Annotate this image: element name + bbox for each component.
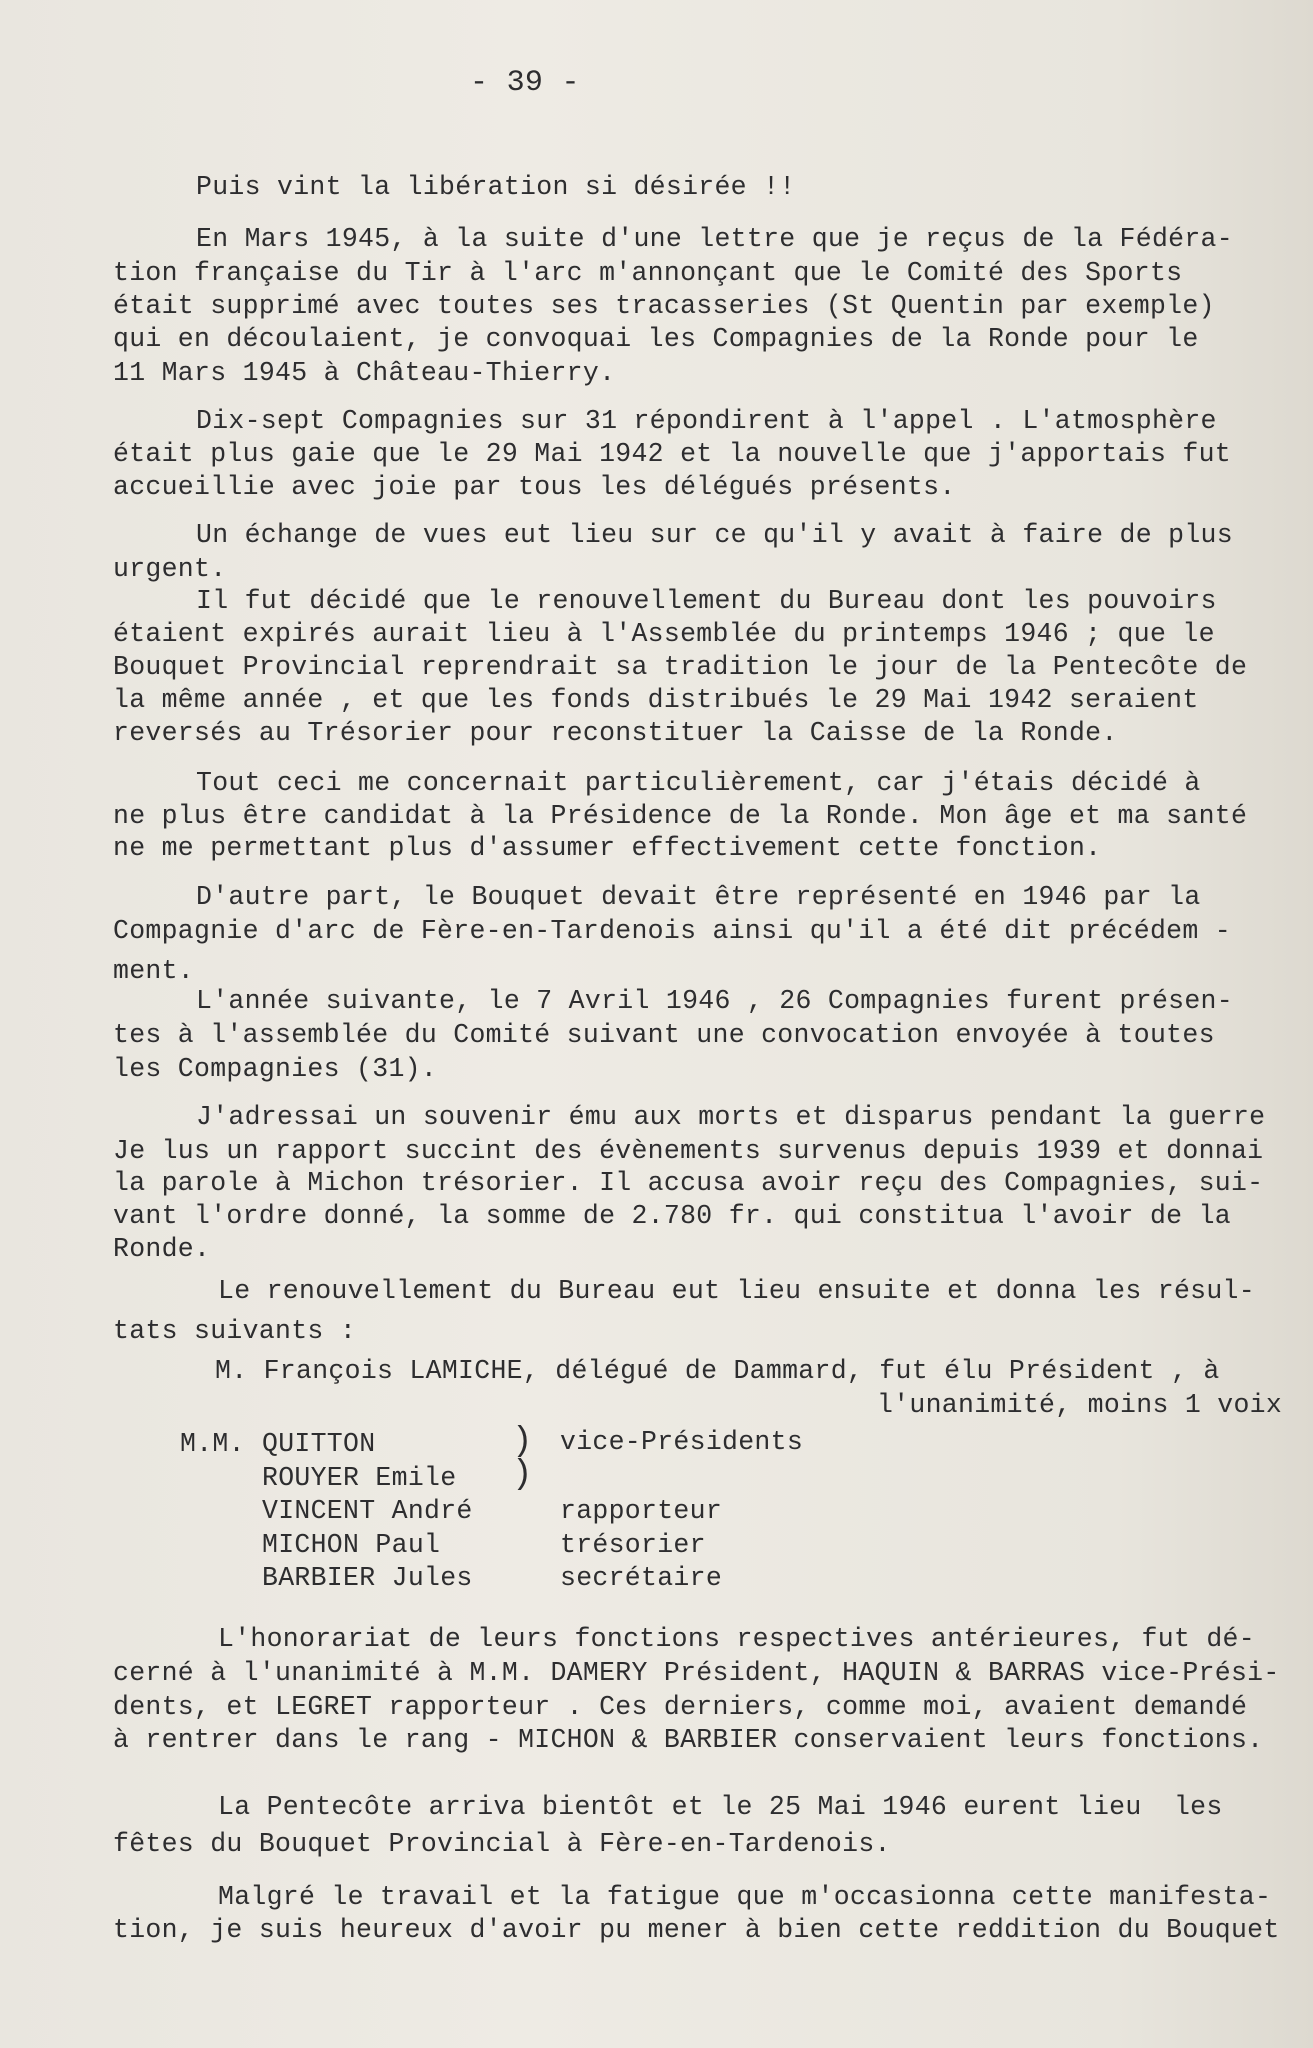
- bureau-member-name: VINCENT André: [262, 1496, 473, 1526]
- text-line: 11 Mars 1945 à Château-Thierry.: [113, 358, 616, 388]
- text-line: accueillie avec joie par tous les délégués présents.: [113, 472, 956, 502]
- text-line: tes à l'assemblée du Comité suivant une convocation envoyée à toutes: [113, 1020, 1215, 1050]
- text-line: D'autre part, le Bouquet devait être représenté en 1946 par la: [196, 882, 1201, 912]
- text-line: vant l'ordre donné, la somme de 2.780 fr. qui constitua l'avoir de la: [113, 1201, 1231, 1231]
- text-line: tats suivants :: [113, 1316, 357, 1346]
- text-line: Dix-sept Compagnies sur 31 répondirent à l'appel . L'atmosphère: [196, 406, 1217, 436]
- text-line: urgent.: [113, 554, 227, 584]
- text-line: tion, je suis heureux d'avoir pu mener à bien cette reddition du Bouquet: [113, 1915, 1280, 1945]
- text-line: En Mars 1945, à la suite d'une lettre que je reçus de la Fédéra-: [196, 224, 1233, 254]
- election-line: l'unanimité, moins 1 voix: [877, 1390, 1283, 1420]
- page-number: - 39 -: [470, 66, 580, 100]
- text-line: qui en découlaient, je convoquai les Compagnies de la Ronde pour le: [113, 324, 1199, 354]
- text-line: La Pentecôte arriva bientôt et le 25 Mai 1946 eurent lieu les: [218, 1792, 1223, 1822]
- text-line: la parole à Michon trésorier. Il accusa avoir reçu des Compagnies, sui-: [113, 1168, 1264, 1198]
- text-line: Un échange de vues eut lieu sur ce qu'il y avait à faire de plus: [196, 520, 1233, 550]
- bureau-member-name: QUITTON: [262, 1429, 376, 1459]
- bureau-member-name: MICHON Paul: [262, 1530, 441, 1560]
- text-line: L'année suivante, le 7 Avril 1946 , 26 Compagnies furent présen-: [196, 986, 1233, 1016]
- text-line: à rentrer dans le rang - MICHON & BARBIER conservaient leurs fonctions.: [113, 1725, 1264, 1755]
- bureau-member-role: trésorier: [560, 1530, 706, 1560]
- bureau-member-name: BARBIER Jules: [262, 1563, 473, 1593]
- text-line: Puis vint la libération si désirée !!: [196, 172, 796, 202]
- text-line: Il fut décidé que le renouvellement du Bureau dont les pouvoirs: [196, 586, 1217, 616]
- text-line: étaient expirés aurait lieu à l'Assemblée du printemps 1946 ; que le: [113, 619, 1215, 649]
- brace-glyph: ): [512, 1423, 533, 1461]
- election-line: M. François LAMICHE, délégué de Dammard, fut élu Président , à: [215, 1356, 1220, 1386]
- text-line: Ronde.: [113, 1234, 211, 1264]
- text-line: J'adressai un souvenir ému aux morts et disparus pendant la guerre: [196, 1102, 1266, 1132]
- bureau-member-role: rapporteur: [560, 1496, 723, 1526]
- text-line: tion française du Tir à l'arc m'annonçant que le Comité des Sports: [113, 258, 1183, 288]
- text-line: était plus gaie que le 29 Mai 1942 et la nouvelle que j'apportais fut: [113, 439, 1231, 469]
- bureau-prefix: M.M.: [180, 1429, 245, 1459]
- text-line: Je lus un rapport succint des évènements survenus depuis 1939 et donnai: [113, 1136, 1264, 1166]
- text-line: Compagnie d'arc de Fère-en-Tardenois ainsi qu'il a été dit précédem -: [113, 916, 1231, 946]
- text-line: les Compagnies (31).: [113, 1054, 438, 1084]
- bureau-member-name: ROUYER Emile: [262, 1463, 457, 1493]
- text-line: L'honorariat de leurs fonctions respectives antérieures, fut dé-: [218, 1624, 1255, 1654]
- text-line: Bouquet Provincial reprendrait sa tradition le jour de la Pentecôte de: [113, 652, 1248, 682]
- text-line: la même année , et que les fonds distribués le 29 Mai 1942 seraient: [113, 685, 1199, 715]
- bureau-member-role: secrétaire: [560, 1563, 723, 1593]
- text-line: dents, et LEGRET rapporteur . Ces derniers, comme moi, avaient demandé: [113, 1692, 1248, 1722]
- text-line: ment.: [113, 956, 195, 986]
- text-line: reversés au Trésorier pour reconstituer la Caisse de la Ronde.: [113, 718, 1118, 748]
- text-line: Le renouvellement du Bureau eut lieu ensuite et donna les résul-: [218, 1276, 1255, 1306]
- bureau-member-role: vice-Présidents: [560, 1427, 804, 1457]
- text-line: était supprimé avec toutes ses tracasseries (St Quentin par exemple): [113, 291, 1215, 321]
- text-line: fêtes du Bouquet Provincial à Fère-en-Tardenois.: [113, 1829, 891, 1859]
- brace-glyph: ): [512, 1456, 533, 1494]
- text-line: Tout ceci me concernait particulièrement, car j'étais décidé à: [196, 768, 1201, 798]
- text-line: Malgré le travail et la fatigue que m'occasionna cette manifesta-: [218, 1882, 1272, 1912]
- text-line: ne plus être candidat à la Présidence de la Ronde. Mon âge et ma santé: [113, 801, 1248, 831]
- text-line: ne me permettant plus d'assumer effectivement cette fonction.: [113, 833, 1102, 863]
- text-line: cerné à l'unanimité à M.M. DAMERY Président, HAQUIN & BARRAS vice-Prési-: [113, 1658, 1280, 1688]
